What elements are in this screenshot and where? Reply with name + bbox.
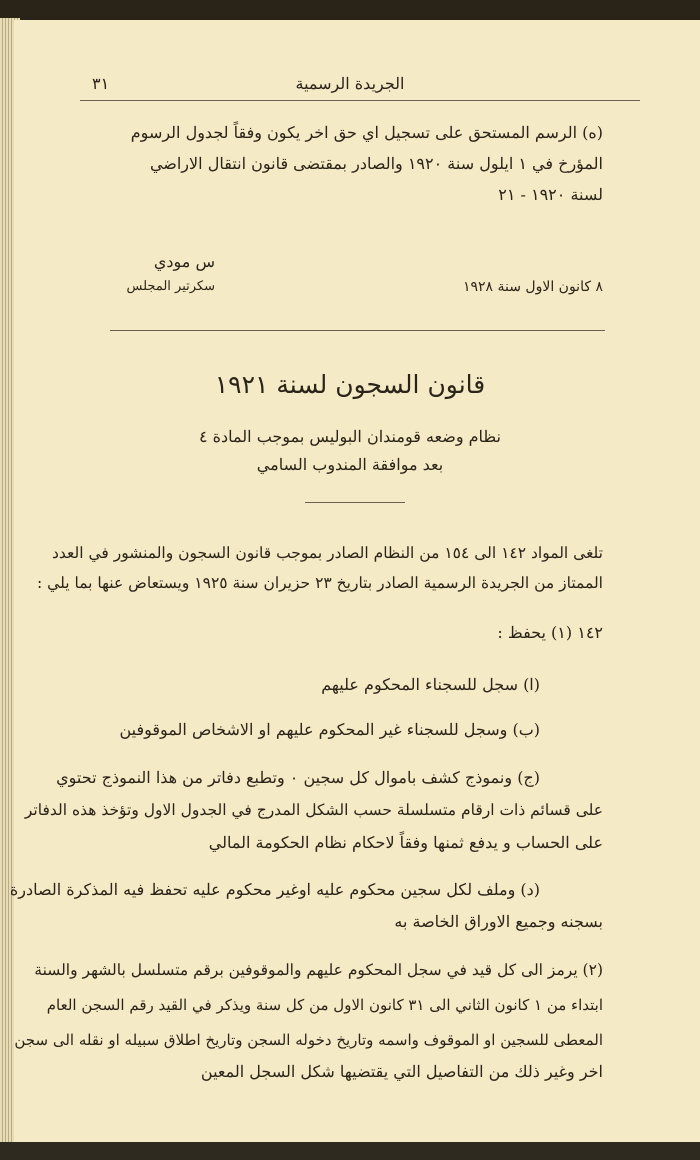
notice-line: المؤرخ في ١ ايلول سنة ١٩٢٠ والصادر بمقتضى قانون انتقال الاراضي	[149, 154, 603, 173]
item-d-line: (د) وملف لكل سجين محكوم عليه اوغير محكوم عليه تحفظ فيه المذكرة الصادرة	[9, 880, 540, 899]
intro-line: الممتاز من الجريدة الرسمية الصادر بتاريخ ٢٣ حزيران سنة ١٩٢٥ ويستعاض عنها بما يلي :	[37, 574, 603, 592]
section-divider	[110, 330, 605, 331]
clause-2-line: ابتداء من ١ كانون الثاني الى ٣١ كانون الاول من كل سنة ويذكر في القيد رقم السجن العام	[46, 996, 603, 1014]
title-rule	[305, 502, 405, 503]
signatory-name: س مودي	[153, 252, 215, 271]
intro-line: تلغى المواد ١٤٢ الى ١٥٤ من النظام الصادر بموجب قانون السجون والمنشور في العدد	[52, 544, 603, 562]
page-number: ٣١	[92, 74, 110, 93]
header-rule	[80, 100, 640, 101]
notice-date: ٨ كانون الاول سنة ١٩٢٨	[462, 279, 603, 295]
notice-line: لسنة ١٩٢٠ - ٢١	[498, 185, 603, 204]
law-title: قانون السجون لسنة ١٩٢١	[214, 370, 486, 399]
notice-line: (ه) الرسم المستحق على تسجيل اي حق اخر يكون وفقاً لجدول الرسوم	[130, 123, 603, 142]
clause-2-line: اخر وغير ذلك من التفاصيل التي يقتضيها شكل السجل المعين	[200, 1062, 603, 1081]
law-subtitle: بعد موافقة المندوب السامي	[256, 455, 444, 474]
law-subtitle: نظام وضعه قومندان البوليس بموجب المادة ٤	[198, 427, 502, 446]
scan-background	[0, 1142, 700, 1160]
item-c-line: (ج) ونموذج كشف باموال كل سجين ٠ وتطبع دفاتر من هذا النموذج تحتوي	[56, 768, 540, 787]
signatory-title: سكرتير المجلس	[126, 279, 215, 294]
item-c-line: على الحساب و يدفع ثمنها وفقاً لاحكام نظام الحكومة المالي	[208, 833, 603, 852]
item-a: (ا) سجل للسجناء المحكوم عليهم	[321, 675, 540, 694]
running-header-title: الجريدة الرسمية	[295, 74, 405, 93]
article-heading: ١٤٢ (١) يحفظ :	[497, 623, 603, 642]
item-c-line: على قسائم ذات ارقام متسلسلة حسب الشكل المدرج في الجدول الاول وتؤخذ هذه الدفاتر	[24, 801, 603, 819]
clause-2-line: (٢) يرمز الى كل قيد في سجل المحكوم عليهم والموقوفين برقم متسلسل بالشهر والسنة	[34, 961, 603, 979]
clause-2-line: المعطى للسجين او الموقوف واسمه وتاريخ دخوله السجن وتاريخ اطلاق سبيله او نقله الى سجن	[14, 1031, 603, 1049]
item-b: (ب) وسجل للسجناء غير المحكوم عليهم او الاشخاص الموقوفين	[119, 720, 540, 739]
item-d-line: بسجنه وجميع الاوراق الخاصة به	[394, 912, 603, 931]
